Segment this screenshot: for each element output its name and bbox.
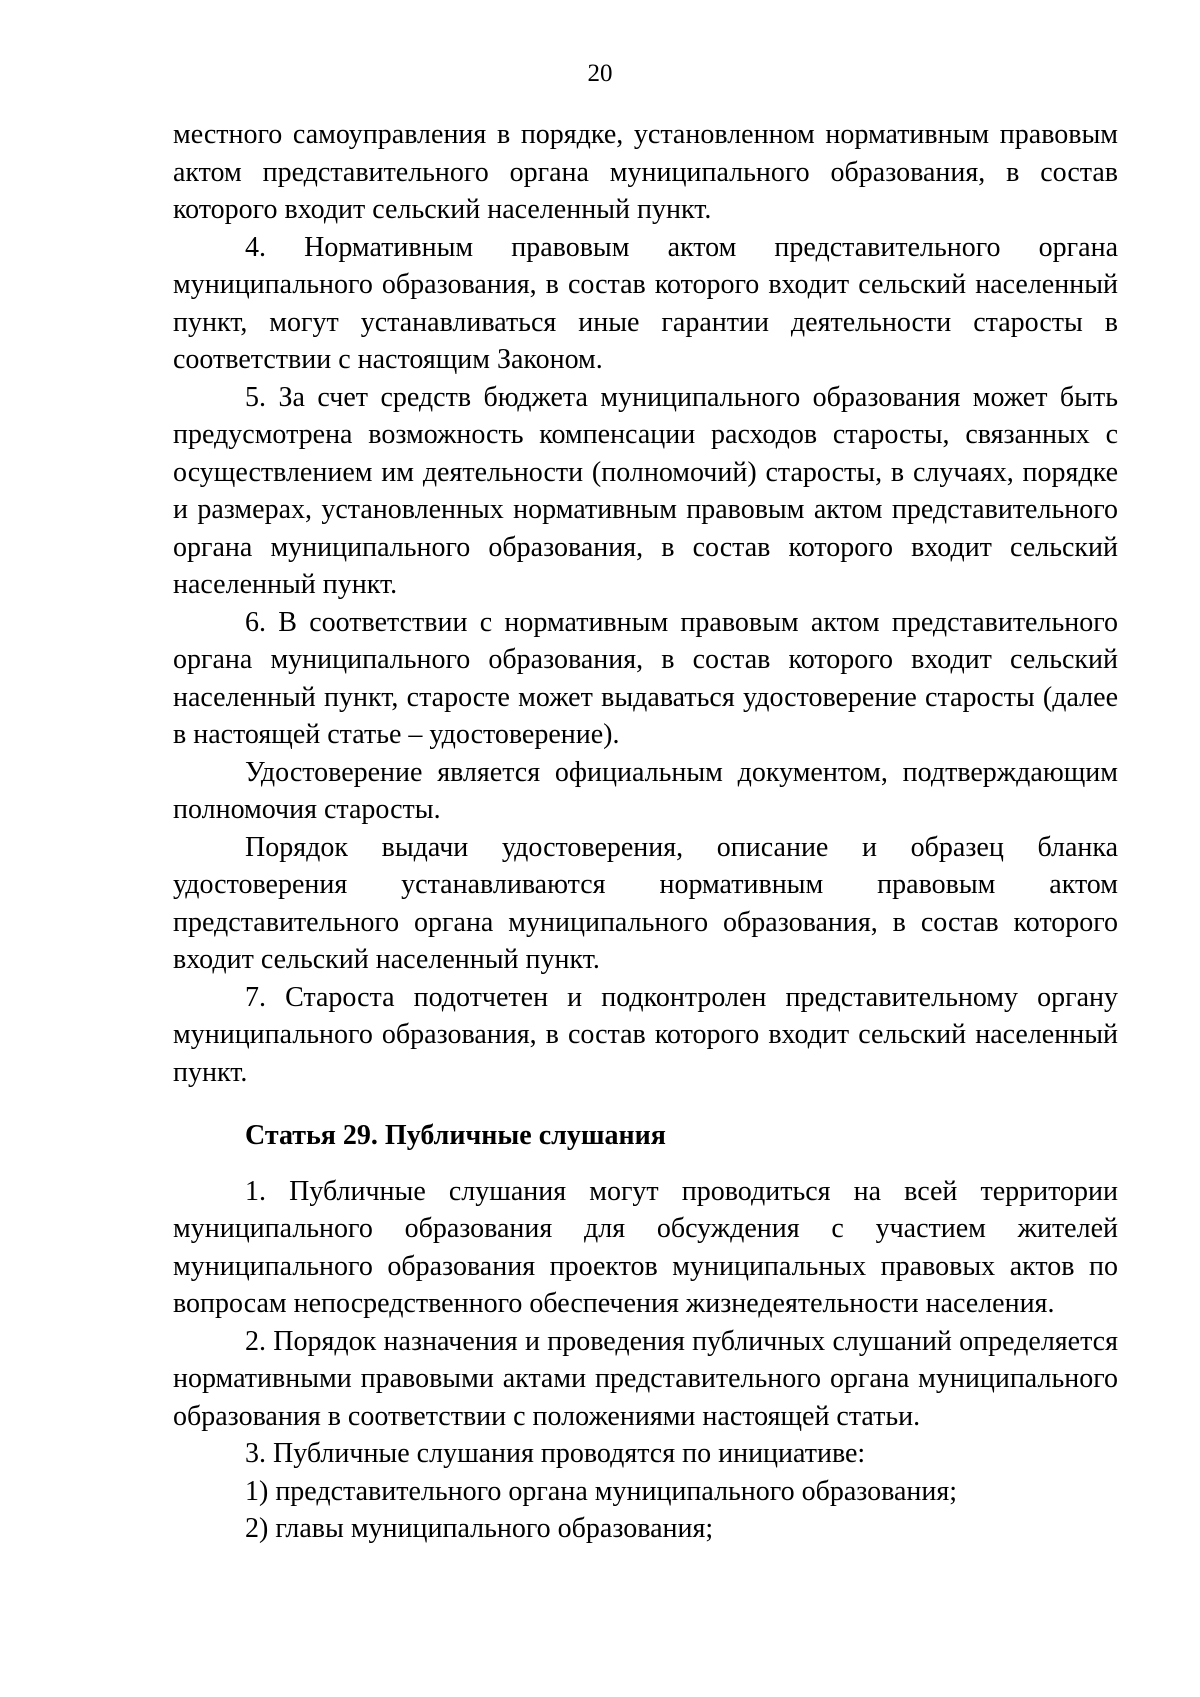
paragraph-hearings-item-2: 2. Порядок назначения и проведения публичных слушаний определяется нормативными правовыми актами представительного органа муниципального образования в соответствии с положениями настоящей статьи.: [173, 1325, 1118, 1432]
paragraph-item-6: 6. В соответствии с нормативным правовым актом представительного органа муниципального образования, в состав которого входит сельский населенный пункт, старосте может выдаваться удостоверение старосты (далее в настоящей статье – удостоверение).: [173, 606, 1118, 750]
document-body: [173, 116, 1118, 1548]
list-item-representative-body: 1) представительного органа муниципального образования;: [245, 1475, 958, 1507]
paragraph-certificate-status: Удостоверение является официальным документом, подтверждающим полномочия старосты.: [173, 756, 1118, 825]
paragraph-continuation: местного самоуправления в порядке, установленном нормативным правовым актом представительного органа муниципального образования, в состав которого входит сельский населенный пункт.: [173, 119, 1118, 225]
article-heading: Статья 29. Публичные слушания: [245, 1120, 666, 1151]
page-number: 20: [587, 60, 613, 87]
paragraph-hearings-item-1: 1. Публичные слушания могут проводиться на всей территории муниципального образования для обсуждения с участием жителей муниципального образования проектов муниципальных правовых актов по вопросам непосредственного обеспечения жизнедеятельности населения.: [173, 1175, 1118, 1319]
paragraph-hearings-item-3: 3. Публичные слушания проводятся по инициативе:: [245, 1438, 866, 1469]
paragraph-certificate-procedure: Порядок выдачи удостоверения, описание и образец бланка удостоверения устанавливаются нормативным правовым актом представительного органа муниципального образования, в состав которого входит сельский населенный пункт.: [173, 831, 1118, 975]
list-item-head: 2) главы муниципального образования;: [245, 1513, 714, 1544]
paragraph-item-4: 4. Нормативным правовым актом представительного органа муниципального образования, в состав которого входит сельский населенный пункт, могут устанавливаться иные гарантии деятельности старосты в соответствии с настоящим Законом.: [173, 231, 1118, 375]
paragraph-item-7: 7. Староста подотчетен и подконтролен представительному органу муниципального образования, в состав которого входит сельский населенный пункт.: [173, 981, 1118, 1088]
paragraph-item-5: 5. За счет средств бюджета муниципального образования может быть предусмотрена возможность компенсации расходов старосты, связанных с осуществлением им деятельности (полномочий) старосты, в случаях, порядке и размерах, установленных нормативным правовым актом представительного органа муниципального образования, в состав которого входит сельский населенный пункт.: [173, 381, 1118, 600]
